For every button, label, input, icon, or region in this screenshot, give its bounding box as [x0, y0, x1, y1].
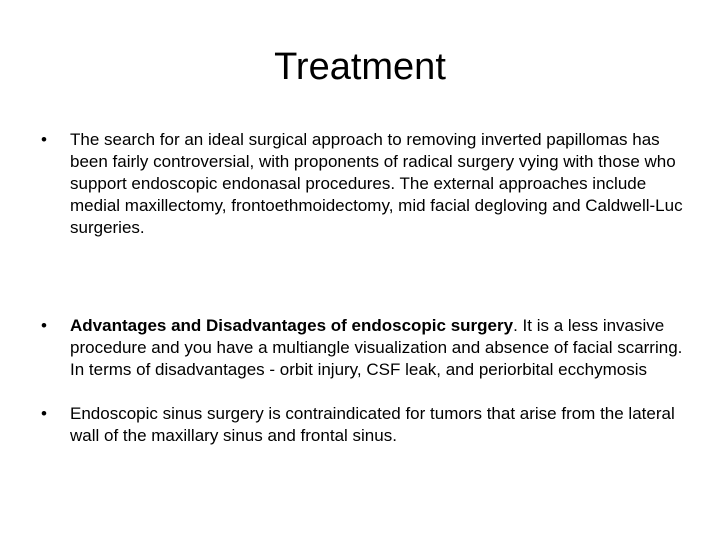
bullet-text: . It is a less invasive procedure and you have a multiangle visualization and absence of facial scarring. In terms of disadvantages - orbit injury, CSF leak, and periorbital ecchymosis: [70, 316, 683, 379]
bullet-icon: •: [41, 316, 47, 335]
bullet-text: Endoscopic sinus surgery is contraindicated for tumors that arise from the lateral wall of the maxillary sinus and frontal sinus.: [70, 404, 675, 445]
slide-title: Treatment: [274, 46, 446, 88]
bullet-icon: •: [41, 404, 47, 423]
bullet-heading: Advantages and Disadvantages of endoscopic surgery: [70, 316, 514, 335]
bullet-icon: •: [41, 130, 47, 149]
bullet-item-approaches: [36, 129, 686, 239]
bullet-text: The search for an ideal surgical approach to removing inverted papillomas has been fairly controversial, with proponents of radical surgery vying with those who support endoscopic endonasal procedures. The external approaches include medial maxillectomy, frontoethmoidectomy, mid facial degloving and Caldwell-Luc surgeries.: [70, 130, 683, 237]
bullet-item-contraindication: [36, 403, 686, 447]
bullet-item-advantages: [36, 315, 686, 381]
